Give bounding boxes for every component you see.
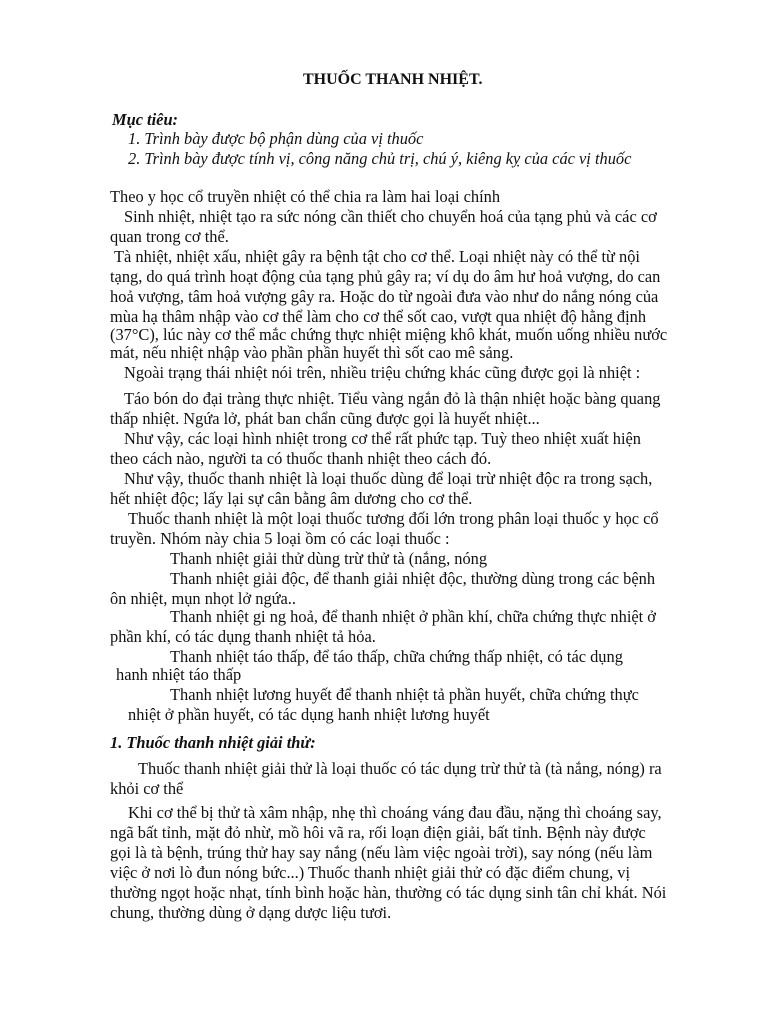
paragraph-line: Ngoài trạng thái nhiệt nói trên, nhiều triệu chứng khác cũng được gọi là nhiệt : — [124, 363, 641, 382]
paragraph-line: thấp nhiệt. Ngứa lở, phát ban chẩn cũng được gọi là huyết nhiệt... — [110, 409, 540, 428]
objective-item: 1. Trình bày được bộ phận dùng của vị thuốc — [128, 129, 424, 148]
paragraph-line: hết nhiệt độc; lấy lại sự cân bằng âm dương cho cơ thể. — [110, 489, 473, 508]
paragraph-line: Thanh nhiệt táo thấp, để táo thấp, chữa chứng thấp nhiệt, có tác dụng — [170, 647, 623, 666]
paragraph-line: ôn nhiệt, mụn nhọt lở ngứa.. — [110, 589, 296, 608]
paragraph-line: Như vậy, các loại hình nhiệt trong cơ thể rất phức tạp. Tuỳ theo nhiệt xuất hiện — [124, 429, 641, 448]
paragraph-line: Thanh nhiệt lương huyết để thanh nhiệt tả phần huyết, chữa chứng thực — [170, 685, 639, 704]
paragraph-line: Khi cơ thể bị thử tà xâm nhập, nhẹ thì choáng váng đau đầu, nặng thì choáng say, — [128, 803, 662, 822]
section-heading: 1. Thuốc thanh nhiệt giải thử: — [110, 733, 316, 752]
paragraph-line: Theo y học cổ truyền nhiệt có thể chia ra làm hai loại chính — [110, 187, 501, 206]
paragraph-line: phần khí, có tác dụng thanh nhiệt tả hỏa. — [110, 627, 376, 646]
paragraph-line: chung, thường dùng ở dạng dược liệu tươi. — [110, 903, 392, 922]
paragraph-line: truyền. Nhóm này chia 5 loại ồm có các loại thuốc : — [110, 529, 450, 548]
paragraph-line: Tà nhiệt, nhiệt xấu, nhiệt gây ra bệnh tật cho cơ thể. Loại nhiệt này có thể từ nội — [114, 247, 640, 266]
paragraph-line: Táo bón do đại tràng thực nhiệt. Tiểu vàng ngắn đỏ là thận nhiệt hoặc bàng quang — [124, 389, 661, 408]
page-title: THUỐC THANH NHIỆT. — [303, 71, 483, 88]
paragraph-line: Thanh nhiệt giải thử dùng trừ thử tà (nắng, nóng — [170, 549, 488, 568]
paragraph-line: thường ngọt hoặc nhạt, tính bình hoặc hàn, thường có tác dụng sinh tân chỉ khát. Nói — [110, 883, 667, 902]
paragraph-line: hanh nhiệt táo thấp — [116, 665, 242, 684]
paragraph-line: mùa hạ thâm nhập vào cơ thể làm cho cơ thể sốt cao, vượt qua nhiệt độ hằng định — [110, 307, 647, 326]
paragraph-line: Thanh nhiệt gi ng hoả, để thanh nhiệt ở phần khí, chữa chứng thực nhiệt ở — [170, 607, 656, 626]
paragraph-line: (37°C), lúc này cơ thể mắc chứng thực nhiệt miệng khô khát, muốn uống nhiều nước — [110, 325, 668, 344]
paragraph-line: khỏi cơ thể — [110, 779, 184, 798]
paragraph-line: mát, nếu nhiệt nhập vào phần phần huyết thì sốt cao mê sảng. — [110, 343, 514, 362]
paragraph-line: Sinh nhiệt, nhiệt tạo ra sức nóng cần thiết cho chuyển hoá của tạng phủ và các cơ — [124, 207, 657, 226]
paragraph-line: nhiệt ở phần huyết, có tác dụng hanh nhiệt lương huyết — [128, 705, 490, 724]
paragraph-line: Thuốc thanh nhiệt là một loại thuốc tương đối lớn trong phân loại thuốc y học cổ — [128, 509, 659, 528]
paragraph-line: Như vậy, thuốc thanh nhiệt là loại thuốc dùng để loại trừ nhiệt độc ra trong sạch, — [124, 469, 653, 488]
paragraph-line: gọi là tà bệnh, trúng thử hay say nắng (nếu làm việc ngoài trời), say nóng (nếu làm — [110, 843, 653, 862]
paragraph-line: ngã bất tỉnh, mặt đỏ nhừ, mồ hôi vã ra, rối loạn điện giải, bất tỉnh. Bệnh này được — [110, 823, 646, 842]
paragraph-line: Thuốc thanh nhiệt giải thử là loại thuốc có tác dụng trừ thử tà (tà nắng, nóng) ra — [138, 759, 662, 778]
paragraph-line: theo cách nào, người ta có thuốc thanh nhiệt theo cách đó. — [110, 449, 492, 468]
paragraph-line: tạng, do quá trình hoạt động của tạng phủ gây ra; ví dụ do âm hư hoả vượng, do can — [110, 267, 661, 286]
paragraph-line: hoả vượng, tâm hoả vượng gây ra. Hoặc do từ ngoài đưa vào như do nắng nóng của — [110, 287, 659, 306]
paragraph-line: Thanh nhiệt giải độc, để thanh giải nhiệt độc, thường dùng trong các bệnh — [170, 569, 656, 588]
paragraph-line: việc ở nơi lò đun nóng bức...) Thuốc thanh nhiệt giải thử có đặc điểm chung, vị — [110, 863, 631, 882]
objective-item: 2. Trình bày được tính vị, công năng chủ trị, chú ý, kiêng kỵ của các vị thuốc — [128, 149, 632, 168]
paragraph-line: quan trong cơ thể. — [110, 227, 229, 246]
objectives-heading: Mục tiêu: — [112, 110, 179, 129]
